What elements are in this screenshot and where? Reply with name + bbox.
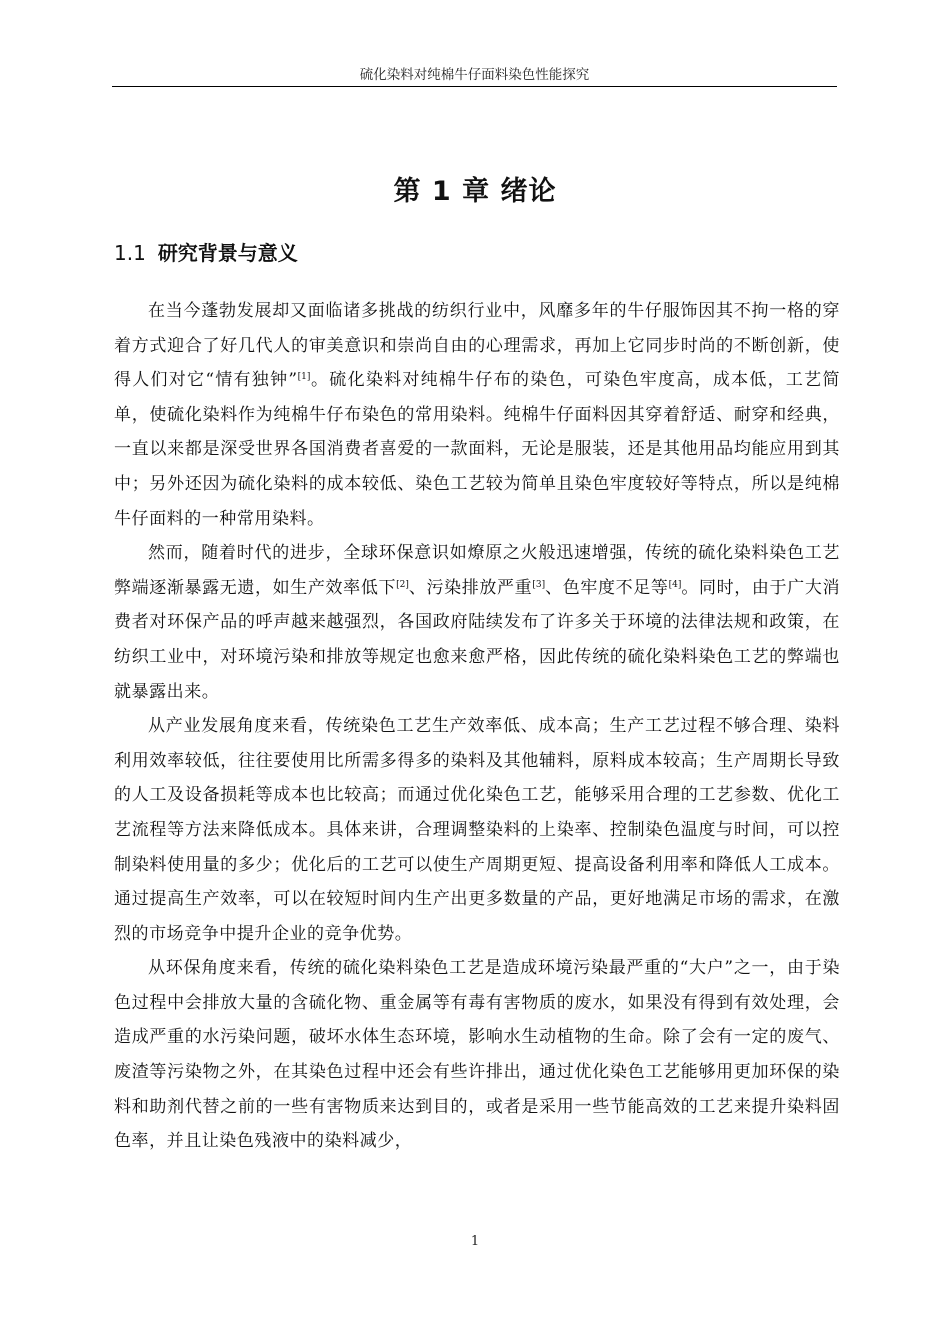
body-text xyxy=(114,294,840,1159)
paragraph-2 xyxy=(114,536,840,709)
citation-ref: [4] xyxy=(668,579,682,590)
paragraph-2-part-2: 、污染排放严重 xyxy=(408,577,533,598)
citation-ref: [3] xyxy=(532,579,546,590)
citation-ref: [1] xyxy=(297,372,311,383)
citation-ref: [2] xyxy=(396,579,409,590)
paragraph-2-part-1: 然而，随着时代的进步，全球环保意识如燎原之火般迅速增强，传统的硫化染料染色工艺弊端逐渐暴露无遗，如生产效率低下 xyxy=(114,543,840,598)
header-rule xyxy=(112,86,837,87)
running-header: 硫化染料对纯棉牛仔面料染色性能探究 xyxy=(359,67,590,83)
paragraph-2-part-3: 、色牢度不足等 xyxy=(545,577,669,598)
page-number: 1 xyxy=(470,1234,480,1249)
section-number: 1.1 xyxy=(114,241,146,265)
paragraph-3: 从产业发展角度来看，传统染色工艺生产效率低、成本高；生产工艺过程不够合理、染料利用效率较低，往往要使用比所需多得多的染料及其他辅料，原料成本较高；生产周期长导致的人工及设备损耗等成本也比较高；而通过优化染色工艺，能够采用合理的工艺参数、优化工艺流程等方法来降低成本。具体来讲，合理调整染料的上染率、控制染色温度与时间，可以控制染料使用量的多少；优化后的工艺可以使生产周期更短、提高设备利用率和降低人工成本。通过提高生产效率，可以在较短时间内生产出更多数量的产品，更好地满足市场的需求，在激烈的市场竞争中提升企业的竞争优势。 xyxy=(114,716,840,944)
section-heading xyxy=(114,238,298,268)
paragraph-1-part-2: 。硫化染料对纯棉牛仔布的染色，可染色牢度高，成本低，工艺简单，使硫化染料作为纯棉牛仔布染色的常用染料。纯棉牛仔面料因其穿着舒适、耐穿和经典，一直以来都是深受世界各国消费者喜爱的一款面料，无论是服装，还是其他用品均能应用到其中；另外还因为硫化染料的成本较低、染色工艺较为简单且染色牢度较好等特点，所以是纯棉牛仔面料的一种常用染料。 xyxy=(114,370,840,529)
paragraph-1 xyxy=(114,294,840,536)
section-title-text: 研究背景与意义 xyxy=(157,241,298,265)
paragraph-1-part-1: 在当今蓬勃发展却又面临诸多挑战的纺织行业中，风靡多年的牛仔服饰因其不拘一格的穿着方式迎合了好几代人的审美意识和崇尚自由的心理需求，再加上它同步时尚的不断创新，使得人们对它“情有独钟” xyxy=(114,301,840,391)
chapter-title: 第 1 章 绪论 xyxy=(393,176,557,207)
paragraph-2-part-4: 。同时，由于广大消费者对环保产品的呼声越来越强烈，各国政府陆续发布了许多关于环境的法律法规和政策，在纺织工业中，对环境污染和排放等规定也愈来愈严格，因此传统的硫化染料染色工艺的弊端也就暴露出来。 xyxy=(114,577,840,702)
paragraph-4: 从环保角度来看，传统的硫化染料染色工艺是造成环境污染最严重的“大户”之一，由于染色过程中会排放大量的含硫化物、重金属等有毒有害物质的废水，如果没有得到有效处理，会造成严重的水污染问题，破坏水体生态环境，影响水生动植物的生命。除了会有一定的废气、废渣等污染物之外，在其染色过程中还会有些许排出，通过优化染色工艺能够用更加环保的染料和助剂代替之前的一些有害物质来达到目的，或者是采用一些节能高效的工艺来提升染料固色率，并且让染色残液中的染料减少， xyxy=(114,958,840,1152)
